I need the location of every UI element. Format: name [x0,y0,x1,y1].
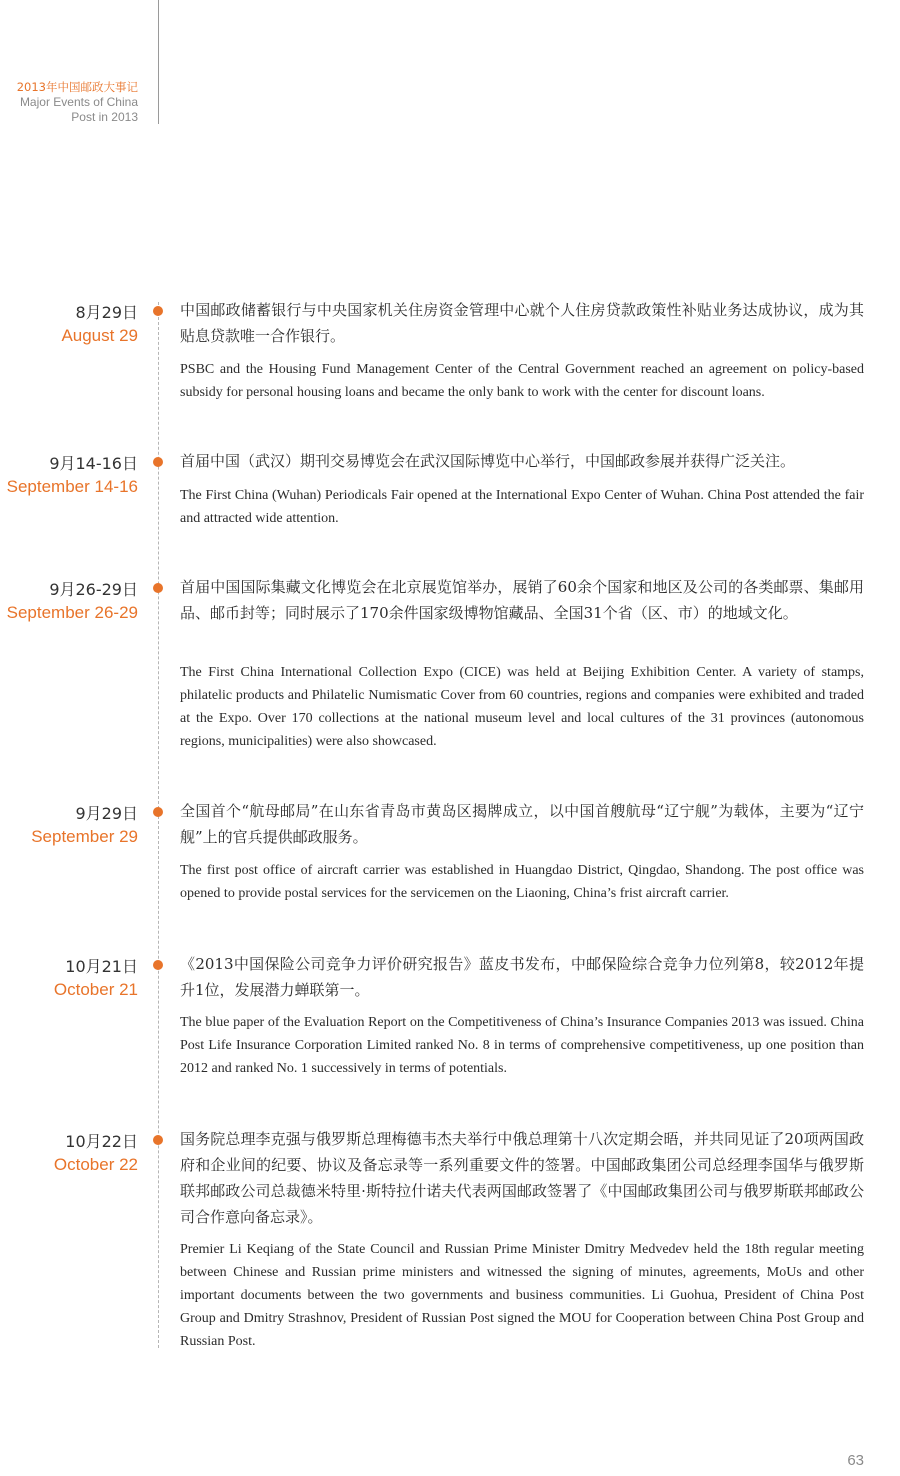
event-text-en: The first post office of aircraft carrier was established in Huangdao District, Qingdao, Shandong. The post office was opened to provide postal services for the servicemen on the Liaoning, China’s frist aircraft carrier. [180,863,864,901]
event-text-cn: 全国首个“航母邮局”在山东省青岛市黄岛区揭牌成立，以中国首艘航母“辽宁舰”为载体，主要为“辽宁舰”上的官兵提供邮政服务。 [180,802,864,846]
event-date-cn: 9月26-29日 [49,580,138,599]
event-text-cn: 首届中国国际集藏文化博览会在北京展览馆举办，展销了60余个国家和地区及公司的各类邮票、集邮用品、邮币封等；同时展示了170余件国家级博物馆藏品、全国31个省（区、市）的地域文化。 [180,578,864,622]
header-title-en-line1: Major Events of China [19,95,138,109]
event-text-en: The First China International Collection Expo (CICE) was held at Beijing Exhibition Center. A variety of stamps, philatelic products and Philatelic Numismatic Cover from 60 countries, regions and companies were exhibited and traded at the Expo. Over 170 collections at the national museum level and local cultures of the 31 provinces (autonomous regions, municipalities) were also showcased. [180,665,864,749]
event-date-cn: 8月29日 [75,303,138,322]
event-text-cn: 《2013中国保险公司竞争力评价研究报告》蓝皮书发布，中邮保险综合竞争力位列第8，较2012年提升1位，发展潜力蝉联第一。 [180,955,864,999]
event-date-cn: 9月14-16日 [49,454,138,473]
event-date-en: October 21 [53,980,138,999]
event-date-en: September 29 [31,827,138,846]
event-text-en: PSBC and the Housing Fund Management Center of the Central Government reached an agreement on policy-based subsidy for personal housing loans and became the only bank to work with the center for discount loans. [180,362,864,400]
header-title-en-line2: Post in 2013 [71,110,138,124]
timeline-dot [153,583,163,593]
timeline-dot [153,960,163,970]
event-date-cn: 10月21日 [65,957,138,976]
event-date-en: August 29 [61,326,138,345]
timeline-dot [153,1135,163,1145]
event-text-cn: 国务院总理李克强与俄罗斯总理梅德韦杰夫举行中俄总理第十八次定期会晤，并共同见证了20项两国政府和企业间的纪要、协议及备忘录等一系列重要文件的签署。中国邮政集团公司总经理李国华与俄罗斯联邦邮政公司总裁德米特里·斯特拉什诺夫代表两国邮政签署了《中国邮政集团公司与俄罗斯联邦邮政公司合作意向备忘录》。 [180,1130,864,1226]
event-text-en: The First China (Wuhan) Periodicals Fair opened at the International Expo Center of Wuhan. China Post attended the fair and attracted wide attention. [180,488,864,526]
event-date-en: October 22 [53,1155,138,1174]
event-date-en: September 26-29 [6,603,138,622]
header-title-cn: 2013年中国邮政大事记 [16,80,138,94]
page-number: 63 [847,1452,864,1469]
event-date-en: September 14-16 [6,477,138,496]
timeline-dot [153,306,163,316]
event-date-cn: 10月22日 [65,1132,138,1151]
timeline-dot [153,457,163,467]
page-header [17,80,138,125]
event-text-cn: 首届中国（武汉）期刊交易博览会在武汉国际博览中心举行，中国邮政参展并获得广泛关注。 [180,452,796,470]
header-divider [158,0,159,124]
timeline-dot [153,807,163,817]
event-date-cn: 9月29日 [75,804,138,823]
event-text-en: The blue paper of the Evaluation Report on the Competitiveness of China’s Insurance Companies 2013 was issued. China Post Life Insurance Corporation Limited ranked No. 8 in terms of comprehensive competitiveness, up one position than 2012 and ranked No. 1 successively in terms of potentials. [180,1015,864,1076]
event-text-en: Premier Li Keqiang of the State Council and Russian Prime Minister Dmitry Medvedev held the 18th regular meeting between Chinese and Russian prime ministers and witnessed the signing of minutes, agreements, MoUs and other important documents between the two governments and business communities. Li Guohua, President of China Post Group and Dmitry Strashnov, President of Russian Post signed the MOU for Cooperation between China Post Group and Russian Post. [180,1242,864,1349]
event-text-cn: 中国邮政储蓄银行与中央国家机关住房资金管理中心就个人住房贷款政策性补贴业务达成协议，成为其贴息贷款唯一合作银行。 [180,301,864,345]
